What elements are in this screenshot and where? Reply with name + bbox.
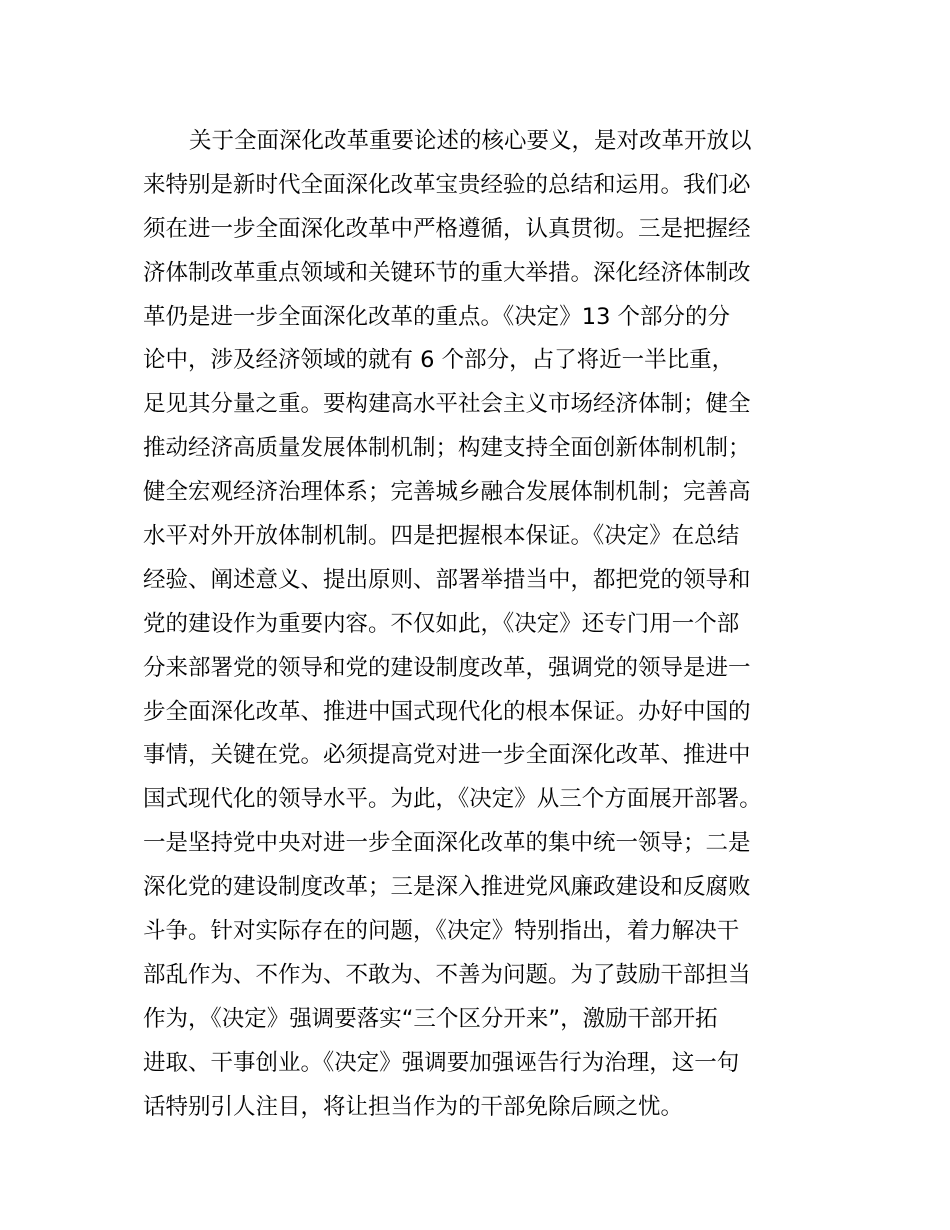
text-line: 步全面深化改革、推进中国式现代化的根本保证。办好中国的	[143, 698, 751, 725]
text-line: 来特别是新时代全面深化改革宝贵经验的总结和运用。我们必	[143, 171, 751, 198]
text-line: 党的建设作为重要内容。不仅如此，《决定》还专门用一个部	[143, 610, 740, 637]
text-line: 分来部署党的领导和党的建设制度改革，强调党的领导是进一	[143, 654, 751, 681]
text-line: 部乱作为、不作为、不敢为、不善为问题。为了鼓励干部担当	[143, 961, 751, 988]
text-line: 推动经济高质量发展体制机制；构建支持全面创新体制机制；	[143, 435, 751, 462]
text-line: 作为，《决定》强调要落实“三个区分开来”，激励干部开拓	[143, 1005, 718, 1032]
text-line: 一是坚持党中央对进一步全面深化改革的集中统一领导；二是	[143, 830, 751, 857]
text-line: 水平对外开放体制机制。四是把握根本保证。《决定》在总结	[143, 523, 740, 550]
text-line: 国式现代化的领导水平。为此，《决定》从三个方面展开部署。	[143, 786, 762, 813]
text-line: 须在进一步全面深化改革中严格遵循，认真贯彻。三是把握经	[143, 215, 751, 242]
text-line: 革仍是进一步全面深化改革的重点。《决定》13 个部分的分	[143, 303, 731, 330]
text-line: 足见其分量之重。要构建高水平社会主义市场经济体制；健全	[143, 391, 751, 418]
text-line: 健全宏观经济治理体系；完善城乡融合发展体制机制；完善高	[143, 479, 751, 506]
text-line: 论中，涉及经济领域的就有 6 个部分，占了将近一半比重，	[143, 347, 735, 374]
text-line: 斗争。针对实际存在的问题，《决定》特别指出，着力解决干	[143, 918, 740, 945]
text-line: 关于全面深化改革重要论述的核心要义，是对改革开放以	[189, 128, 752, 154]
text-line: 经验、阐述意义、提出原则、部署举措当中，都把党的领导和	[143, 566, 751, 593]
text-line: 进取、干事创业。《决定》强调要加强诬告行为治理，这一句	[143, 1049, 740, 1076]
text-line: 深化党的建设制度改革；三是深入推进党风廉政建设和反腐败	[143, 874, 751, 901]
text-line: 话特别引人注目，将让担当作为的干部免除后顾之忧。	[143, 1093, 684, 1120]
text-line: 济体制改革重点领域和关键环节的重大举措。深化经济体制改	[143, 259, 751, 286]
text-line: 事情，关键在党。必须提高党对进一步全面深化改革、推进中	[143, 742, 751, 769]
body-paragraph	[143, 120, 843, 1129]
